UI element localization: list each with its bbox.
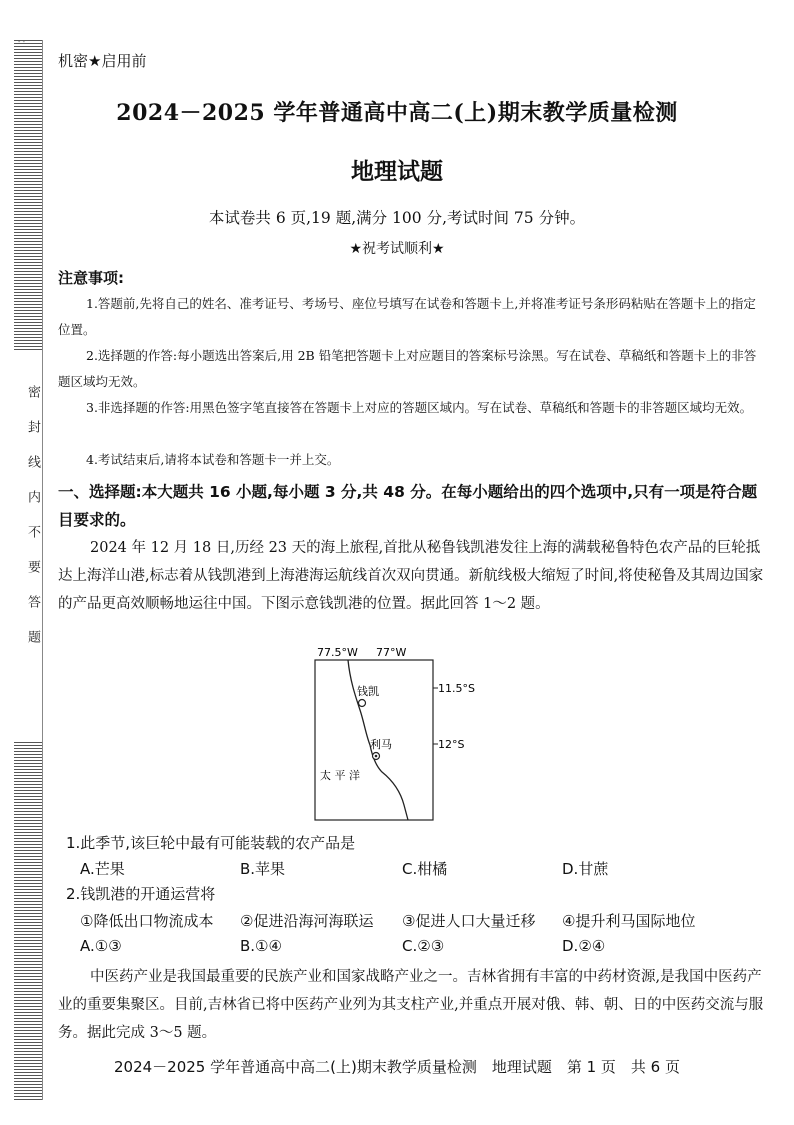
margin-pattern-top <box>14 40 42 350</box>
margin-top-text: - - <box>18 38 25 46</box>
seal-line-notice: 密封线内不要答题 <box>25 385 40 665</box>
q2-statement-4: ④提升利马国际地位 <box>562 912 696 930</box>
notice-heading: 注意事项: <box>58 269 124 287</box>
q2-option-d: D.②④ <box>562 937 606 955</box>
notice-item-1: 1.答题前,先将自己的姓名、准考证号、考场号、座位号填写在试卷和答题卡上,并将准考证号条形码粘贴在答题卡上的指定位置。 <box>58 296 756 337</box>
q2-statement-2: ②促进沿海河海联运 <box>240 912 374 930</box>
q2-option-c: C.②③ <box>402 937 445 955</box>
section-1-heading: 一、选择题:本大题共 16 小题,每小题 3 分,共 48 分。在每小题给出的四个选项中,只有一项是符合题目要求的。 <box>58 483 758 529</box>
lat-label-1: 11.5°S <box>438 682 475 695</box>
question-2-stem: 2.钱凯港的开通运营将 <box>66 885 216 903</box>
lon-label-2: 77°W <box>376 646 407 659</box>
notice-item-4: 4.考试结束后,请将本试卷和答题卡一并上交。 <box>86 452 340 467</box>
q1-option-c: C.柑橘 <box>402 860 448 878</box>
margin-pattern-bottom <box>14 740 42 1100</box>
lat-label-2: 12°S <box>438 738 465 751</box>
qiankai-marker <box>359 700 366 707</box>
lima-marker-dot <box>375 755 378 758</box>
q1-option-d: D.甘蔗 <box>562 860 609 878</box>
q2-option-a: A.①③ <box>80 937 122 955</box>
pacific-ocean-label: 太 平 洋 <box>320 769 360 782</box>
subject-title: 地理试题 <box>351 158 443 185</box>
q1-option-a: A.芒果 <box>80 860 125 878</box>
lon-label-1: 77.5°W <box>317 646 358 659</box>
qiankai-label: 钱凯 <box>357 685 379 698</box>
good-luck-line: ★祝考试顺利★ <box>349 241 445 257</box>
qiankai-port-map <box>300 640 490 830</box>
passage-1: 2024 年 12 月 18 日,历经 23 天的海上旅程,首批从秘鲁钱凯港发往上海的满载秘鲁特色农产品的巨轮抵达上海洋山港,标志着从钱凯港到上海港海运航线首次双向贯通。新航线极大缩短了时间,将使秘鲁及其周边国家的产品更高效顺畅地运往中国。下图示意钱凯港的位置。据此回答 1～2 题。 <box>58 540 764 612</box>
exam-title: 2024－2025 学年普通高中高二(上)期末教学质量检测 <box>116 100 678 126</box>
q2-option-b: B.①④ <box>240 937 282 955</box>
notice-item-3: 3.非选择题的作答:用黑色签字笔直接答在答题卡上对应的答题区域内。写在试卷、草稿纸和答题卡的非答题区域均无效。 <box>86 400 753 415</box>
q2-statement-3: ③促进人口大量迁移 <box>402 912 536 930</box>
q1-option-b: B.苹果 <box>240 860 286 878</box>
exam-info: 本试卷共 6 页,19 题,满分 100 分,考试时间 75 分钟。 <box>208 209 586 227</box>
notice-item-2: 2.选择题的作答:每小题选出答案后,用 2B 铅笔把答题卡上对应题目的答案标号涂黑。写在试卷、草稿纸和答题卡上的非答题区域均无效。 <box>58 348 757 389</box>
confidential-label: 机密★启用前 <box>58 52 147 70</box>
question-1-stem: 1.此季节,该巨轮中最有可能装载的农产品是 <box>66 834 356 852</box>
page-footer: 2024－2025 学年普通高中高二(上)期末教学质量检测 地理试题 第 1 页 共 6 页 <box>114 1058 680 1076</box>
q2-statement-1: ①降低出口物流成本 <box>80 912 214 930</box>
lima-label: 利马 <box>370 738 392 751</box>
binding-margin <box>6 40 43 1100</box>
passage-2: 中医药产业是我国最重要的民族产业和国家战略产业之一。吉林省拥有丰富的中药材资源,是我国中医药产业的重要集聚区。目前,吉林省已将中医药产业列为其支柱产业,并重点开展对俄、韩、朝、日的中医药交流与服务。据此完成 3～5 题。 <box>58 969 764 1041</box>
